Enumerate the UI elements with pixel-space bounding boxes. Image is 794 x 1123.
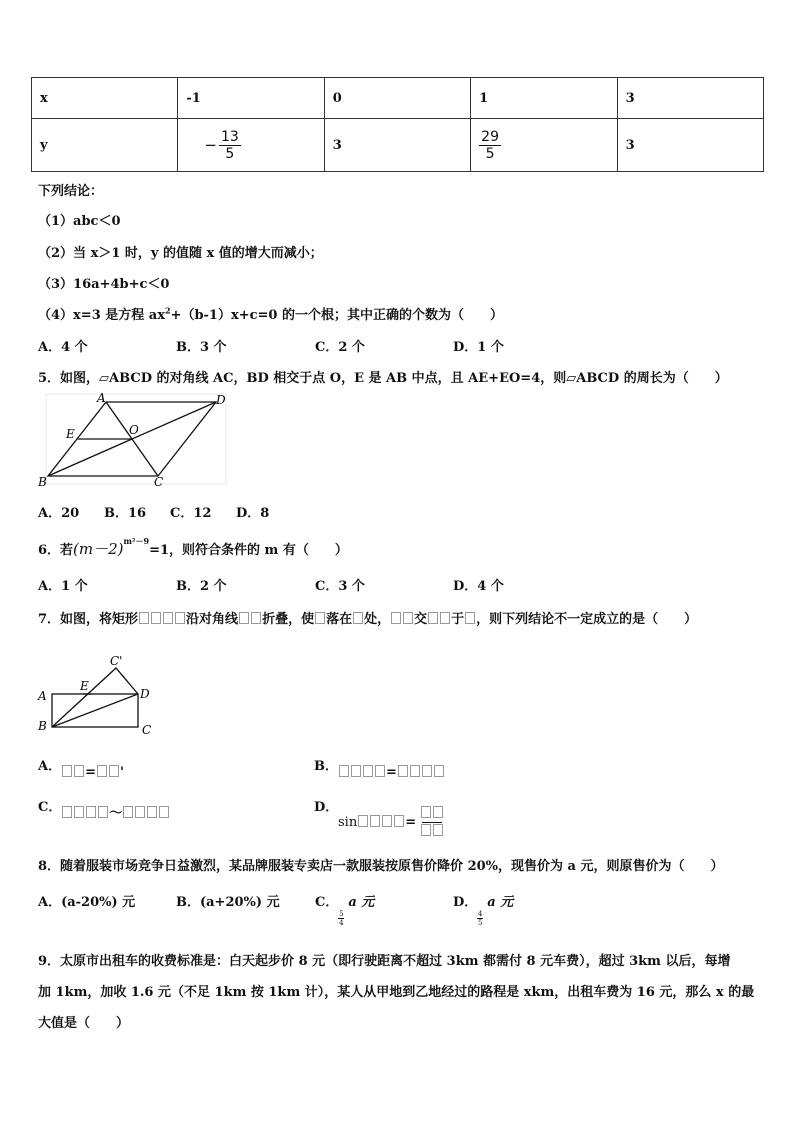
point-label-b: B — [38, 475, 47, 489]
q7-option-d-expression: sin = — [338, 806, 444, 839]
q4-conclusion-3: （3）16a+4b+c＜0 — [38, 277, 170, 292]
missing-glyph — [238, 612, 262, 627]
point-label-a: A — [97, 392, 106, 405]
q5-stem: 5．如图，▱ABCD 的对角线 AC，BD 相交于点 O，E 是 AB 中点，且 AE+EO=4，则▱ABCD 的周长为（ ） — [38, 371, 728, 386]
table-cell: x — [32, 78, 178, 119]
q5-option-c: C．12 — [170, 506, 212, 521]
q4-option-b: B．3 个 — [176, 340, 227, 355]
table-row — [32, 78, 764, 119]
table-cell: -1 — [178, 78, 324, 119]
q6-option-a: A．1 个 — [38, 579, 88, 594]
table-cell — [178, 119, 324, 172]
q8-option-b: B．(a+20%) 元 — [176, 895, 280, 910]
minus-sign: − — [204, 136, 217, 154]
missing-glyph — [315, 612, 325, 624]
fraction: $\frac{29}{5}$ — [481, 128, 499, 162]
point-label-e: E — [80, 679, 89, 693]
missing-glyph — [353, 612, 363, 624]
table-row — [32, 119, 764, 172]
xy-value-table — [31, 77, 764, 172]
missing-glyph — [138, 612, 186, 627]
point-label-b: B — [38, 719, 47, 733]
table-cell: 3 — [617, 78, 763, 119]
point-label-c: C — [142, 723, 152, 737]
q5-option-b: B．16 — [104, 506, 147, 521]
point-label-d: D — [140, 687, 150, 701]
point-label-o: O — [129, 423, 139, 437]
q7-option-a: A． = ' — [38, 759, 124, 780]
q9-line-2: 加 1km，加收 1.6 元（不足 1km 按 1km 计），某人从甲地到乙地经过的路程是 xkm，出租车费为 16 元，那么 x 的最 — [38, 985, 755, 1000]
folded-rectangle-figure — [34, 650, 164, 742]
table-cell: 1 — [471, 78, 617, 119]
q7-option-c: C． ～ — [38, 796, 170, 815]
q8-option-d: D． $\frac{4}{5}$ a 元 — [453, 895, 514, 927]
table-cell: y — [32, 119, 178, 172]
q4-intro: 下列结论： — [38, 184, 104, 199]
q4-option-a: A．4 个 — [38, 340, 88, 355]
q7-option-d: D． — [314, 800, 339, 815]
point-label-c: C — [154, 475, 164, 489]
q6-option-d: D．4 个 — [453, 579, 504, 594]
q9-line-1: 9．太原市出租车的收费标准是：白天起步价 8 元（即行驶距离不超过 3km 都需付 8 元车费），超过 3km 以后，每增 — [38, 954, 731, 969]
q7-option-b: B． = — [314, 755, 445, 774]
table-cell — [471, 119, 617, 172]
q4-option-d: D．1 个 — [453, 340, 504, 355]
table-cell: 3 — [617, 119, 763, 172]
table-cell: 0 — [324, 78, 470, 119]
q4-conclusion-1: （1）abc＜0 — [38, 214, 121, 229]
missing-glyph — [427, 612, 451, 627]
parallelogram-figure — [36, 392, 236, 492]
q5-option-d: D．8 — [236, 506, 270, 521]
q6-stem: 6．若$(m-2)^{m^2-9}=1$，则符合条件的 m 有（ ） — [38, 535, 348, 558]
missing-glyph — [390, 612, 414, 627]
missing-glyph — [465, 612, 475, 624]
q4-option-c: C．2 个 — [315, 340, 365, 355]
q6-option-b: B．2 个 — [176, 579, 227, 594]
point-label-c-prime: C' — [110, 654, 123, 668]
table-cell: 3 — [324, 119, 470, 172]
q4-conclusion-4: （4）x=3 是方程 $ax^2+(b-1)x+c=0$ 的一个根；其中正确的个数为（ ） — [38, 305, 503, 323]
q9-line-3: 大值是（ ） — [38, 1016, 130, 1031]
point-label-d: D — [216, 393, 226, 407]
fraction: $\frac{13}{5}$ — [220, 128, 239, 162]
q8-option-a: A．(a-20%) 元 — [38, 895, 136, 910]
point-label-a: A — [38, 689, 47, 703]
q6-option-c: C．3 个 — [315, 579, 365, 594]
q7-stem: 7．如图，将矩形 沿对角线 折叠，使 落在 处， 交 于 ，则下列结论不一定成立的是（ ） — [38, 612, 698, 627]
q4-conclusion-2: （2）当 x＞1 时，y 的值随 x 值的增大而减小； — [38, 246, 323, 261]
q5-option-a: A．20 — [38, 506, 80, 521]
point-label-e: E — [66, 427, 75, 441]
q8-stem: 8．随着服装市场竞争日益激烈，某品牌服装专卖店一款服装按原售价降价 20%，现售价为 a 元，则原售价为（ ） — [38, 859, 724, 874]
q8-option-c: C． $\frac{5}{4}$ a 元 — [315, 895, 375, 927]
